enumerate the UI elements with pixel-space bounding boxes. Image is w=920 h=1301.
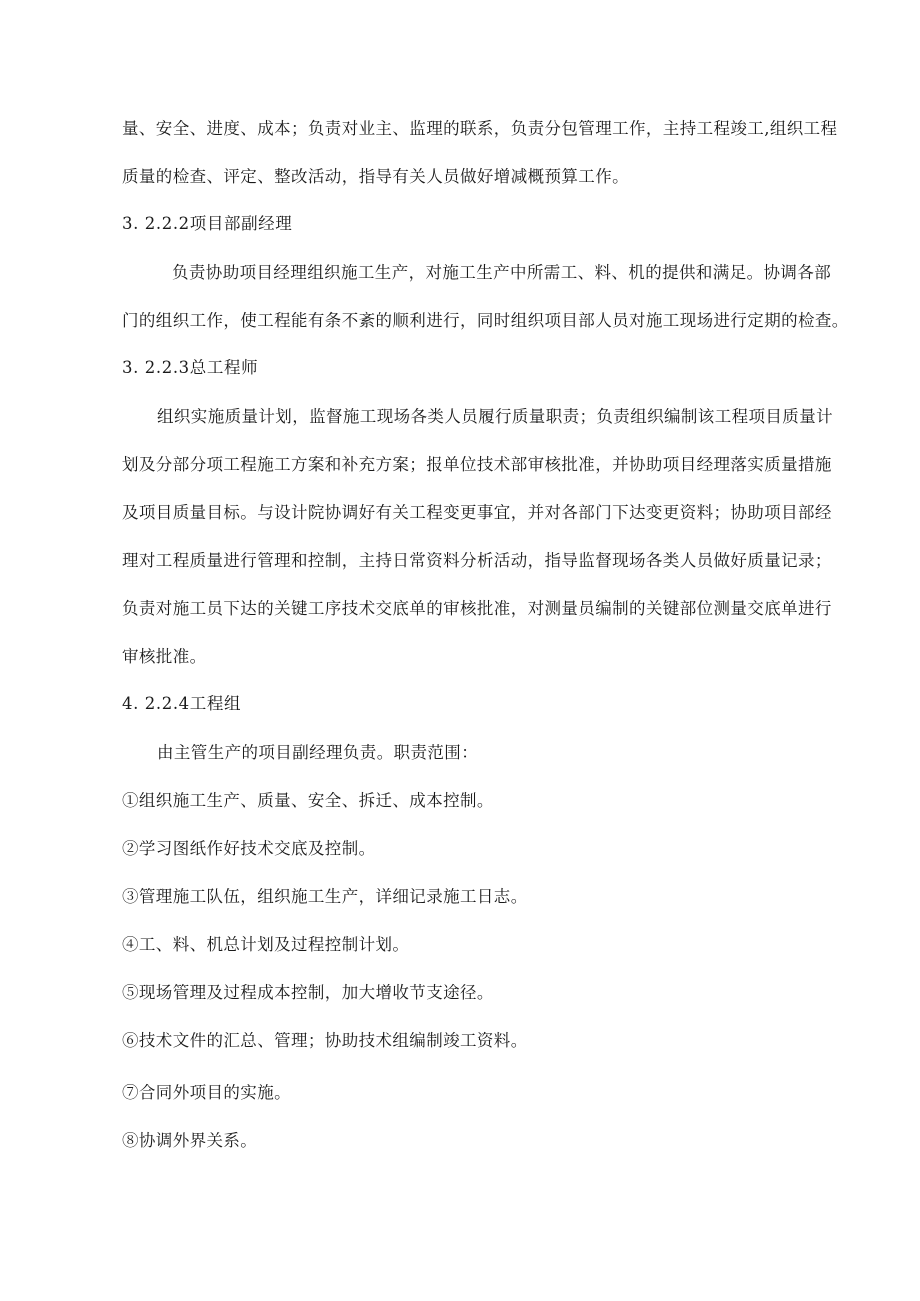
section-3-2-2-3-line3: 及项目质量目标。与设计院协调好有关工程变更事宜，并对各部门下达变更资料；协助项目部经 <box>122 503 832 522</box>
section-3-2-2-2-line2: 门的组织工作，使工程能有条不紊的顺利进行，同时组织项目部人员对施工现场进行定期的检查。 <box>122 311 849 330</box>
duty-item-3: ③管理施工队伍，组织施工生产，详细记录施工日志。 <box>122 887 528 906</box>
section-3-2-2-3-line4: 理对工程质量进行管理和控制，主持日常资料分析活动，指导监督现场各类人员做好质量记录； <box>122 551 832 570</box>
section-heading-3-2-2-2: 3. 2.2.2项目部副经理 <box>122 214 293 233</box>
section-3-2-2-3-line5: 负责对施工员下达的关键工序技术交底单的审核批准，对测量员编制的关键部位测量交底单进行 <box>122 599 832 618</box>
section-heading-3-2-2-3: 3. 2.2.3总工程师 <box>122 358 259 377</box>
section-3-2-2-3-line2: 划及分部分项工程施工方案和补充方案；报单位技术部审核批准，并协助项目经理落实质量措施 <box>122 455 832 474</box>
section-heading-4-2-2-4: 4. 2.2.4工程组 <box>122 694 242 713</box>
duty-item-1: ①组织施工生产、质量、安全、拆迁、成本控制。 <box>122 791 494 810</box>
section-3-2-2-3-line1: 组织实施质量计划，监督施工现场各类人员履行质量职责；负责组织编制该工程项目质量计 <box>157 407 833 426</box>
duty-item-8: ⑧协调外界关系。 <box>122 1131 258 1150</box>
duty-item-6: ⑥技术文件的汇总、管理；协助技术组编制竣工资料。 <box>122 1031 528 1050</box>
section-4-2-2-4-intro: 由主管生产的项目副经理负责。职责范围： <box>157 743 479 762</box>
paragraph1-line2: 质量的检查、评定、整改活动，指导有关人员做好增减概预算工作。 <box>122 167 629 186</box>
duty-item-7: ⑦合同外项目的实施。 <box>122 1083 291 1102</box>
section-3-2-2-3-line6: 审核批准。 <box>122 647 207 666</box>
duty-item-4: ④工、料、机总计划及过程控制计划。 <box>122 935 410 954</box>
paragraph1-line1: 量、安全、进度、成本；负责对业主、监理的联系，负责分包管理工作，主持工程竣工,组织工程 <box>122 119 838 138</box>
duty-item-2: ②学习图纸作好技术交底及控制。 <box>122 839 376 858</box>
duty-item-5: ⑤现场管理及过程成本控制，加大增收节支途径。 <box>122 983 494 1002</box>
section-3-2-2-2-line1: 负责协助项目经理组织施工生产，对施工生产中所需工、料、机的提供和满足。协调各部 <box>172 263 832 282</box>
